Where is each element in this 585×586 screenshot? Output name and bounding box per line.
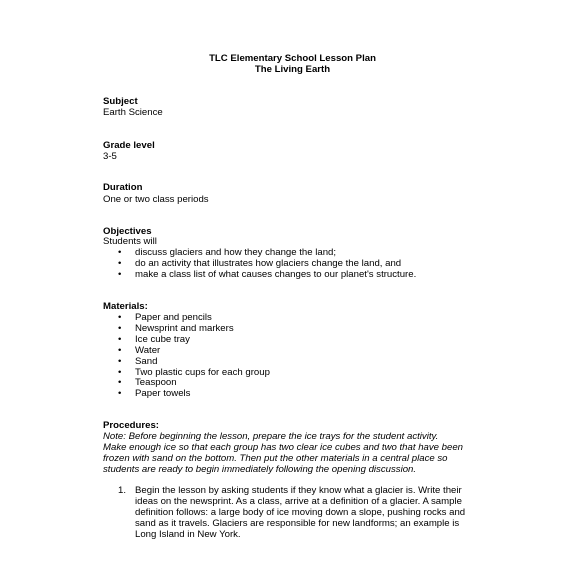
grade-heading: Grade level (103, 140, 155, 151)
material-item: Ice cube tray (135, 334, 190, 345)
material-item: Water (135, 345, 161, 356)
material-item: Two plastic cups for each group (135, 367, 270, 378)
bullet-icon: • (118, 388, 122, 399)
material-item: Paper towels (135, 388, 191, 399)
step-number: 1. (118, 485, 127, 496)
procedures-note-line: frozen with sand on the bottom. Then put the other materials in a central place so (103, 453, 448, 464)
step-line: ideas on the newsprint. As a class, arrive at a definition of a glacier. A sample (135, 496, 462, 507)
duration-heading: Duration (103, 182, 143, 193)
bullet-icon: • (118, 269, 122, 280)
objectives-intro: Students will (103, 236, 157, 247)
subject-heading: Subject (103, 96, 138, 107)
bullet-icon: • (118, 334, 122, 345)
bullet-icon: • (118, 377, 122, 388)
objective-item: make a class list of what causes changes to our planet's structure. (135, 269, 417, 280)
step-line: Begin the lesson by asking students if they know what a glacier is. Write their (135, 485, 462, 496)
procedures-note-line: Make enough ice so that each group has two clear ice cubes and two that have been (103, 442, 463, 453)
step-line: definition follows: a large body of ice moving down a slope, pushing rocks and (135, 507, 466, 518)
subject-value: Earth Science (103, 107, 163, 118)
bullet-icon: • (118, 258, 122, 269)
step-line: sand as it travels. Glaciers are responsible for new landforms; an example is (135, 518, 460, 529)
bullet-icon: • (118, 312, 122, 323)
doc-title: TLC Elementary School Lesson Plan (209, 53, 376, 64)
doc-subtitle: The Living Earth (254, 64, 331, 75)
bullet-icon: • (118, 323, 122, 334)
materials-heading: Materials: (103, 301, 148, 312)
bullet-icon: • (118, 345, 122, 356)
objective-item: do an activity that illustrates how glaciers change the land, and (135, 258, 402, 269)
procedures-heading: Procedures: (103, 420, 159, 431)
material-item: Teaspoon (135, 377, 177, 388)
duration-value: One or two class periods (103, 194, 209, 205)
bullet-icon: • (118, 367, 122, 378)
material-item: Sand (135, 356, 158, 367)
procedures-note-line: students are ready to begin immediately following the opening discussion. (103, 464, 417, 475)
step-line: Long Island in New York. (135, 529, 241, 540)
grade-value: 3-5 (103, 151, 117, 162)
bullet-icon: • (118, 356, 122, 367)
bullet-icon: • (118, 247, 122, 258)
objective-item: discuss glaciers and how they change the land; (135, 247, 337, 258)
objectives-heading: Objectives (103, 226, 152, 237)
material-item: Paper and pencils (135, 312, 212, 323)
material-item: Newsprint and markers (135, 323, 234, 334)
procedures-note-line: Note: Before beginning the lesson, prepare the ice trays for the student activity. (103, 431, 439, 442)
